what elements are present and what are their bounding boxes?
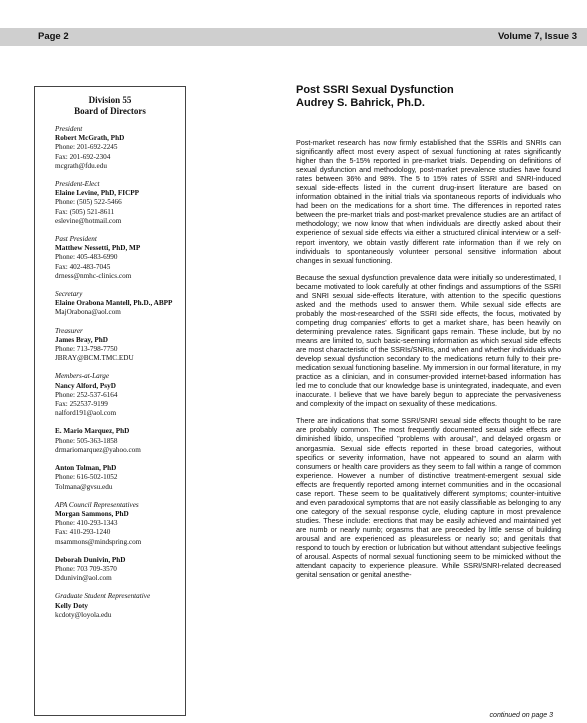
member-contact: Fax: 201-692-2304 — [55, 152, 111, 161]
board-member — [55, 180, 185, 226]
member-contact: Phone: 616-502-1052 — [55, 473, 118, 482]
member-name: Deborah Dunivin, PhD — [55, 555, 126, 564]
article-author: Audrey S. Bahrick, Ph.D. — [296, 97, 425, 109]
member-email: Tolmana@gvsu.edu — [55, 482, 113, 491]
board-member — [55, 327, 185, 364]
member-role: President — [55, 125, 83, 133]
member-contact: Phone: 713-798-7750 — [55, 345, 118, 354]
board-member — [55, 592, 185, 620]
member-email: Ddunivin@aol.com — [55, 574, 112, 583]
member-contact: Phone: 410-293-1343 — [55, 519, 118, 528]
division-title: Division 55 — [88, 95, 132, 105]
members-list — [55, 125, 185, 620]
article-paragraph: Because the sexual dysfunction prevalence data were initially so underestimated, I became motivated to look carefully at other findings and assumptions of the SSRI and SNRI sexual side-effects literature, with attention to the specific questions asked and the methods used to answer them. While sexual side effects are probably the most-researched of the SSRI side effects, the focus, motivated by competing drug companies' efforts to get a market share, has been heavily on determining prevalence rates. Significant gaps remain. These include, but by no means are limited to, such basic-seeming information as which sexual side effects are most characteristic of the SSRIs/SNRIs, and when and whether individuals who develop sexual dysfunction secondary to the medications return fully to their pre-medication sexual functioning baseline. My immersion in our formal literature, in my practice as a clinician, and in consumer-provided internet-based information has led me to conclude that our knowledge base is unintegrated, inadequate, and even inaccurate. I believe that we have barely begun to appreciate the pervasiveness and complexity of the impact on sexuality of these medications. — [296, 272, 561, 409]
member-name: Robert McGrath, PhD — [55, 134, 125, 143]
board-member — [55, 427, 185, 455]
member-name: Nancy Alford, PsyD — [55, 381, 116, 390]
article-title: Post SSRI Sexual Dysfunction — [296, 84, 454, 96]
board-member — [55, 464, 185, 492]
member-contact: Fax: 410-293-1240 — [55, 528, 111, 537]
board-member — [55, 372, 185, 418]
member-name: Morgan Sammons, PhD — [55, 509, 129, 518]
member-email: drmariomarquez@yahoo.com — [55, 445, 141, 454]
member-email: MajOrabona@aol.com — [55, 308, 121, 317]
member-name: Elaine Orabona Mantell, Ph.D., ABPP — [55, 299, 173, 308]
continued-note: continued on page 3 — [489, 712, 553, 719]
member-role: Secretary — [55, 290, 83, 299]
member-role: Members-at-Large — [55, 372, 110, 381]
member-email: msammons@mindspring.com — [55, 537, 142, 546]
article-paragraph: Post-market research has now firmly established that the SSRIs and SNRIs can significantly affect most every aspect of sexual functioning at rates significantly higher than the 5-15% reported in pre-market trials. Depending on definitions of sexual dysfunction and methodology, post-market prevalence studies have found rates between 36% and 98%. The 5 to 15% rates of SSRI and SNRI-induced sexual side-effects listed in the current drug-insert literature are based on information obtained in the initial trials via spontaneous reports of individuals who had been on the medications for a short time. The differences in reported rates between the pre-market trials and post-market prevalence studies are an artifact of methodology; we now know that when individuals are directly asked about their experience of sexual side effects via either a structured clinical interview or a self-report inventory, we obtain vastly different rate information than if we rely on individuals to spontaneously volunteer personal sensitive information about changes in sexual functioning. — [296, 138, 561, 265]
member-contact: Phone: 703 709-3570 — [55, 564, 117, 573]
page-number: Page 2 — [38, 31, 69, 42]
member-role: Past President — [55, 235, 97, 244]
member-contact: Fax: (505) 521-8611 — [55, 207, 115, 216]
member-contact: Phone: 252-537-6164 — [55, 390, 118, 399]
board-title — [35, 95, 185, 117]
member-role: Treasurer — [55, 326, 83, 335]
member-contact: Phone: 201-692-2245 — [55, 143, 118, 152]
board-of-directors-box — [34, 86, 186, 716]
board-member — [55, 501, 185, 547]
board-heading: Board of Directors — [74, 106, 146, 116]
member-contact: Fax: 402-483-7045 — [55, 262, 111, 271]
board-member — [55, 125, 185, 171]
article — [296, 84, 561, 587]
member-contact: Phone: 405-483-6990 — [55, 253, 118, 262]
member-name: Kelly Doty — [55, 601, 88, 610]
member-name: Anton Tolman, PhD — [55, 464, 117, 473]
board-member — [55, 235, 185, 281]
article-body — [296, 138, 561, 579]
member-contact: Phone: (505) 522-5466 — [55, 198, 122, 207]
member-contact: Fax: 252537-9199 — [55, 400, 108, 409]
member-email: mcgrath@fdu.edu — [55, 161, 107, 170]
member-email: eslevine@hotmail.com — [55, 216, 122, 225]
issue-label: Volume 7, Issue 3 — [497, 31, 577, 42]
member-email: JBRAY@BCM.TMC.EDU — [55, 354, 134, 363]
member-email: drness@nmhc-clinics.com — [55, 271, 132, 280]
member-name: E. Mario Marquez, PhD — [55, 427, 130, 436]
header-bar — [0, 28, 587, 46]
board-member — [55, 290, 185, 318]
board-member — [55, 556, 185, 584]
member-email: nalford191@aol.com — [55, 409, 117, 418]
member-name: Matthew Nessetti, PhD, MP — [55, 244, 141, 253]
member-role: President-Elect — [55, 180, 100, 189]
member-email: kcdoty@loyola.edu — [55, 610, 112, 619]
member-name: James Bray, PhD — [55, 335, 108, 344]
member-role: Graduate Student Representative — [55, 592, 151, 601]
member-name: Elaine Levine, PhD, FICPP — [55, 189, 140, 198]
member-contact: Phone: 505-363-1858 — [55, 436, 118, 445]
member-role: APA Council Representatives — [55, 500, 139, 509]
article-paragraph: There are indications that some SSRI/SNRI sexual side effects thought to be rare are probably common. The most frequently documented sexual side effects are diminished libido, unspecified "problems with arousal", and delayed orgasm or anorgasmia. Sexual side effects reported in these broad categories, without specifics or severity information, have not appeared to sound an alarm with consumers or health care providers as they seem to fall within a range of common experience. However a number of distinctive treatment-emergent sexual side effects are frequently reported among internet communities and in the occasional case report. These seem to be qualitatively different symptoms; counter-intuitive and even paradoxical symptoms that are not easily classifiable as belonging to any one category of the sexual response cycle, eluding capture in most prevalence studies. These include: erections that may be easily achieved and maintained yet are numb or nearly numb; orgasms that are preceded by little sense of building arousal and are experienced as pleasureless or nearly so; and genitals that respond to touch by erection or lubrication but without attendant subjective feelings of arousal. Aspects of normal sexual functioning seem to be mimicked without the attendant capacity to experience pleasure. While SSRI/SNRI-related decreased genital sensation or genital anesthe- — [296, 416, 561, 580]
